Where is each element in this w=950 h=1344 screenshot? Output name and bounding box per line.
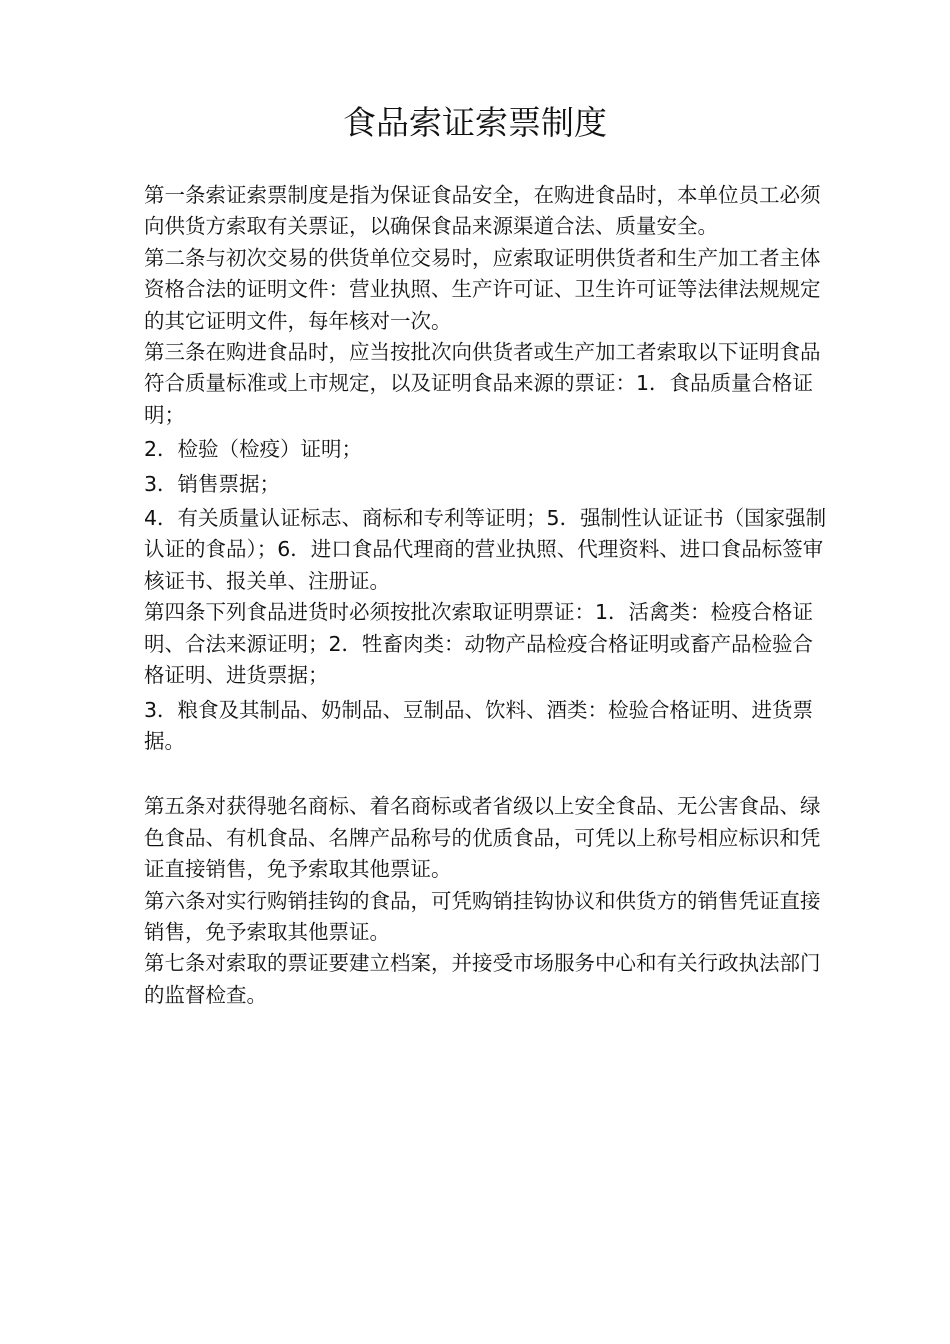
article-3-items-4-6: 4．有关质量认证标志、商标和专利等证明；5．强制性认证证书（国家强制认证的食品）；6．进口食品代理商的营业执照、代理资料、进口食品标签审核证书、报关单、注册证。 — [144, 506, 827, 593]
article-1-paragraph: 第一条索证索票制度是指为保证食品安全，在购进食品时，本单位员工必须向供货方索取有关票证，以确保食品来源渠道合法、质量安全。 — [144, 183, 821, 239]
article-5-paragraph: 第五条对获得驰名商标、着名商标或者省级以上安全食品、无公害食品、绿色食品、有机食品、名牌产品称号的优质食品，可凭以上称号相应标识和凭证直接销售，免予索取其他票证。 — [144, 794, 821, 882]
article-3-item-2: 2．检验（检疫）证明； — [144, 437, 363, 462]
article-6-paragraph: 第六条对实行购销挂钩的食品，可凭购销挂钩协议和供货方的销售凭证直接销售，免予索取其他票证。 — [144, 888, 821, 944]
article-4-paragraph: 第四条下列食品进货时必须按批次索取证明票证：1．活禽类：检疫合格证明、合法来源证明；2．牲畜肉类：动物产品检疫合格证明或畜产品检验合格证明、进货票据； — [144, 600, 814, 688]
document-body — [144, 180, 829, 1011]
article-4-item-3: 3．粮食及其制品、奶制品、豆制品、饮料、酒类：检验合格证明、进货票据。 — [144, 697, 814, 753]
article-3-paragraph: 第三条在购进食品时，应当按批次向供货者或生产加工者索取以下证明食品符合质量标准或上市规定，以及证明食品来源的票证：1．食品质量合格证明； — [144, 340, 821, 427]
document-title: 食品索证索票制度 — [343, 103, 607, 142]
article-3-item-3: 3．销售票据； — [144, 471, 281, 496]
article-7-paragraph: 第七条对索取的票证要建立档案，并接受市场服务中心和有关行政执法部门的监督检查。 — [144, 951, 821, 1007]
article-2-paragraph: 第二条与初次交易的供货单位交易时，应索取证明供货者和生产加工者主体资格合法的证明文件：营业执照、生产许可证、卫生许可证等法律法规规定的其它证明文件，每年核对一次。 — [144, 245, 821, 333]
